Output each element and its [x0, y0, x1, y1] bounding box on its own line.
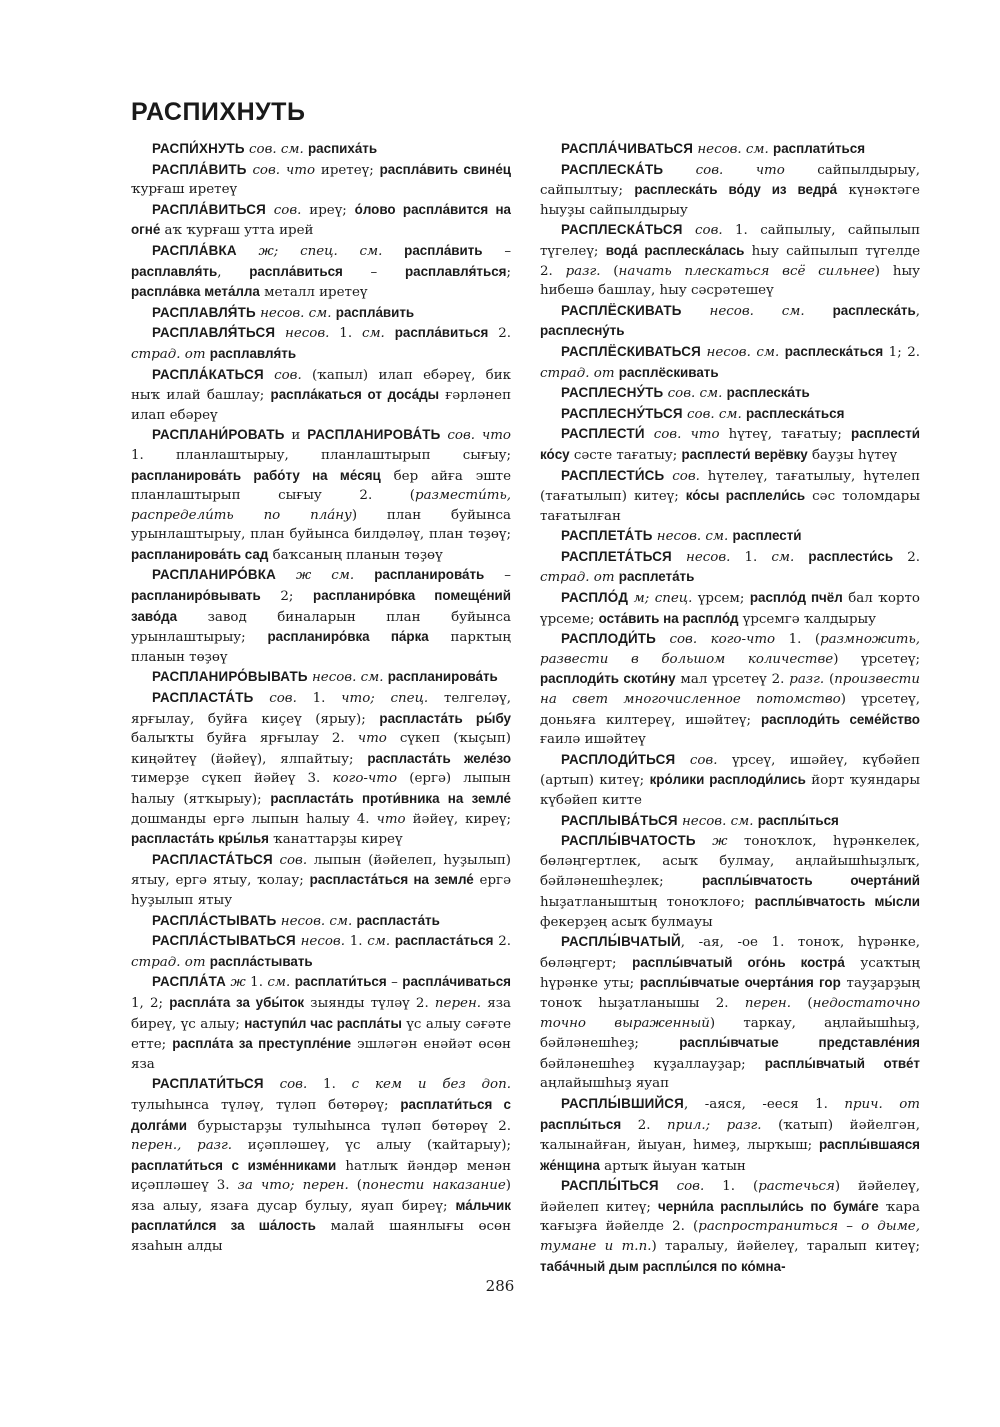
example: распланирова́ть — [387, 669, 498, 685]
translation: 2. — [621, 1117, 668, 1133]
example: распласта́ть проти́вника на земле́ — [270, 791, 512, 806]
dictionary-entry — [131, 1074, 511, 1256]
translation: иреү; — [301, 202, 355, 218]
headword: РАСПЛАСТА́ТЬСЯ — [152, 851, 273, 867]
translation: сайпылдырыу, сайпылтыу; — [540, 162, 920, 199]
example: вода́ расплеска́лась — [605, 242, 745, 258]
headword: РАСПЛЫ́ВЧАТОСТЬ — [561, 833, 696, 849]
example: расплы́вчатый ого́нь костра́ — [632, 954, 845, 970]
grammar-note: с кем и без доп. — [351, 1077, 511, 1093]
translation: лыпын (йәйелеп, һуҙылып) ятыу, ергә ятыу, ҡолау; — [131, 852, 512, 889]
translation: үс алыу сәғәте етте; — [131, 1016, 511, 1053]
headword: РАСПЛАНИРО́ВКА — [152, 567, 277, 583]
translation: ) таралыу, йәйелеү, таралып китеү; — [651, 1239, 920, 1255]
grammar-note: сов. — [675, 752, 718, 768]
grammar-note: сов. — [263, 1077, 308, 1093]
grammar-note: за что; перен. — [237, 1178, 349, 1194]
grammar-note: что — [376, 811, 406, 827]
translation: 1. — [307, 1077, 352, 1093]
grammar-note: несов. см. — [681, 303, 833, 319]
translation: (ергә) лыпын һалыу (ятҡырыу); — [131, 771, 511, 807]
grammar-note: ж; спец. см. — [236, 243, 405, 259]
headword: РАСПЛЕСНУ́ТЬСЯ — [561, 405, 683, 421]
dictionary-entry — [540, 811, 920, 832]
headword: РАСПИ́ХНУТЬ — [152, 141, 245, 156]
dictionary-entry — [131, 160, 511, 200]
translation: ) план буйынса урынлаштырыу, план буйынса билдәләү, план төҙөү; — [131, 507, 511, 543]
translation: , — [217, 264, 250, 280]
translation: 2; — [260, 589, 314, 605]
grammar-note: размести́ть, распредели́ть по пла́ну — [131, 488, 511, 523]
translation: ) таркау, аңлайышһыҙ, бәйләнешһеҙ; — [540, 1015, 920, 1052]
grammar-note: сов. — [253, 691, 297, 707]
grammar-note: растечься — [758, 1179, 835, 1195]
translation: парктың планын төҙөү — [131, 630, 511, 665]
dictionary-entry — [131, 200, 511, 241]
grammar-note: несов. — [295, 934, 345, 950]
translation: малай шаянлығы өсөн язаһын алды — [131, 1219, 511, 1255]
translation: ( — [348, 1178, 363, 1194]
headword: РАСПЛО́Д — [561, 590, 629, 606]
translation: йәйеү, киреү; — [405, 811, 511, 827]
example: расплести́сь — [808, 548, 894, 564]
headword: РАСПЛЕТА́ТЬСЯ — [561, 548, 672, 564]
translation: 1. — [344, 934, 368, 950]
headword: РАСПЛЕТА́ТЬ — [561, 528, 653, 544]
grammar-note: страд. от — [540, 570, 619, 586]
dictionary-entry — [131, 667, 511, 688]
grammar-note: перен. — [744, 995, 791, 1011]
translation: 1. — [730, 549, 772, 565]
headword: РАСПЛЁСКИВАТЬ — [561, 302, 682, 318]
example: распланиро́вка па́рка — [267, 629, 429, 645]
headword: РАСПЛЕСТИ́СЬ — [561, 467, 665, 483]
translation: бауҙы һүтеү — [807, 447, 898, 463]
dictionary-entry — [540, 526, 920, 547]
headword: РАСПЛЫВА́ТЬСЯ — [561, 812, 678, 828]
translation: 1. — [329, 326, 362, 342]
translation: тулыһынса түләү, түләп бөтөрөү; — [131, 1097, 401, 1113]
example: ко́сы расплели́сь — [685, 488, 806, 504]
headword: РАСПЛАНИ́РОВАТЬ — [152, 427, 285, 443]
example: расплоди́ть семе́йство — [760, 711, 920, 727]
translation: ( — [824, 672, 835, 688]
grammar-note: см. — [267, 975, 295, 991]
example: распланирова́ть — [374, 567, 485, 583]
translation: һүтелеү, тағатылыу, һүтелеп (тағатылып) китеү; — [540, 468, 921, 505]
example: распла́каться от доса́ды — [270, 387, 440, 403]
translation: усаҡтың һүрәнке уты; — [540, 955, 920, 992]
grammar-note: сов. — [664, 468, 700, 484]
translation: тимерҙе сүкеп йәйеү 3. — [131, 771, 333, 787]
grammar-note: несов. см. — [276, 913, 357, 929]
grammar-note: прич. от — [844, 1096, 920, 1112]
example: распла́вка мета́лла — [131, 284, 260, 300]
translation: ғәрләнеп илап ебәреү — [131, 388, 512, 423]
translation: ) йәйелеү, йәйелеп китеү; — [540, 1179, 921, 1215]
translation: ; — [506, 264, 511, 280]
dictionary-entry — [131, 139, 511, 160]
grammar-note: ж — [695, 834, 728, 850]
dictionary-entry — [131, 688, 511, 850]
dictionary-entry — [131, 425, 511, 565]
translation: 1, 2; — [131, 995, 170, 1011]
grammar-note: размножить, развести в большом количестве — [540, 632, 920, 667]
dictionary-entry — [131, 565, 511, 667]
grammar-note: кого-что — [332, 771, 398, 787]
headword: РАСПЛЕСНУ́ТЬ — [561, 385, 664, 401]
headword: РАСПЛА́ВИТЬСЯ — [152, 201, 266, 217]
translation: завод биналарын план буйынса урынлаштырыу; — [131, 609, 511, 646]
grammar-note: сов. кого-что — [656, 632, 776, 648]
example: расплы́вчатость мы́сли — [754, 893, 920, 909]
dictionary-entry — [131, 241, 511, 303]
translation: , -аяся, -ееся 1. — [683, 1096, 845, 1112]
dictionary-entry — [131, 323, 511, 364]
grammar-note: сов. см. — [682, 406, 746, 422]
example: распло́д пчёл — [749, 590, 843, 606]
grammar-note: см. — [771, 549, 809, 565]
example: расплавля́ть — [209, 345, 297, 361]
example: расплести́ ко́су — [540, 426, 921, 462]
example: распла́вить свине́ц — [379, 161, 511, 177]
grammar-note: начать плескаться всё сильнее — [618, 263, 875, 279]
dictionary-entry — [540, 831, 920, 932]
example: наступи́л час распла́ты — [244, 1015, 402, 1031]
grammar-note: несов. см. — [307, 670, 388, 686]
translation: артыҡ йыуан ҡатын — [599, 1158, 746, 1174]
dictionary-entry — [540, 404, 920, 425]
example: распланиро́вка помеще́ний заво́да — [131, 588, 512, 624]
example: расплета́ть — [618, 569, 695, 585]
translation: ) үрсетеү, доньяға килтереү, ишәйтеү; — [540, 692, 920, 728]
translation: бал ҡорто үрсеме; — [540, 591, 920, 627]
example: расплы́вчатость очерта́ний — [701, 873, 920, 889]
dictionary-entry — [540, 466, 920, 527]
translation: бурыстарҙы тулыһынса түләп бөтөрөү 2. — [187, 1118, 511, 1134]
dictionary-entry — [540, 547, 920, 588]
example: распла́вить — [404, 242, 483, 258]
dictionary-entry — [540, 342, 920, 383]
grammar-note: сов. — [682, 223, 723, 239]
example: расплы́вчатые представле́ния — [679, 1035, 920, 1051]
example: распланиро́вывать — [131, 588, 261, 604]
headword: РАСПЛЕСКА́ТЬСЯ — [561, 222, 683, 238]
headword: РАСПЛЕСТИ́ — [561, 426, 645, 442]
translation: ( — [791, 995, 813, 1011]
dictionary-entry — [131, 365, 511, 426]
translation: телгеләү, ярғылау, буйға киҫеү (ярыу); — [131, 691, 511, 727]
dictionary-entry — [540, 1094, 920, 1176]
translation: бәйләнешһеҙ күҙаллауҙар; — [540, 1056, 765, 1072]
translation: йорт ҡуяндары күбәйеп китте — [540, 773, 920, 808]
headword: РАСПЛА́СТЫВАТЬСЯ — [152, 933, 296, 949]
dictionary-entry — [540, 383, 920, 404]
dictionary-entry — [131, 911, 511, 932]
translation: и — [284, 428, 308, 444]
translation: аңлайышһыҙ яуап — [540, 1076, 670, 1092]
translation: үрсеү, ишәйеү, күбәйеп (артып) китеү; — [540, 752, 920, 789]
translation: ) һыу һибешә башлау, һыу сәсрәтешеү — [540, 263, 920, 299]
translation: һүтеү, тағатыу; — [719, 427, 852, 443]
example: распла́виться — [394, 325, 489, 341]
grammar-note: ж — [226, 975, 246, 991]
dictionary-entry — [540, 1176, 920, 1277]
translation: зыянды түләү 2. — [304, 995, 435, 1011]
translation: 1. — [296, 691, 342, 707]
dictionary-entry — [131, 850, 511, 911]
grammar-note: сов. см. — [663, 386, 727, 402]
translation: 1. ( — [775, 632, 821, 648]
dictionary-entry — [131, 303, 511, 324]
grammar-note: несов. — [671, 549, 731, 565]
translation: сәс толомдары тағатылған — [540, 489, 920, 524]
translation: – — [386, 975, 403, 991]
headword: РАСПЛАВЛЯ́ТЬ — [152, 304, 256, 320]
translation: дошманды ергә лыпын һалыу 4. — [131, 811, 377, 827]
translation: сүкеп (ҡыҫып) киңәйтеү (йәйеү), ялпайтыу; — [131, 731, 511, 767]
translation: ) яза алыу, язаға дусар булыу, яуап биреү; — [131, 1178, 512, 1214]
grammar-note: произвести на свет многочисленное потомство — [540, 672, 920, 708]
translation: ғаилә ишәйтеү — [540, 732, 646, 748]
translation: иретеү; — [315, 162, 380, 178]
translation: мал үрсетеү 2. — [675, 672, 790, 688]
translation: һыу сайпылып түгелде 2. — [540, 243, 920, 279]
example: распласта́ть желе́зо — [367, 750, 512, 766]
grammar-note: несов. см. — [700, 344, 785, 360]
translation: ҡурғаш иретеү — [131, 182, 238, 198]
translation: (ҡатып) йәйелгән, ҡалынайған, йыуан, һимеҙ, лырҡыш; — [540, 1117, 920, 1154]
translation: эшләгән енәйәт өсөн яза — [131, 1037, 511, 1072]
grammar-note: страд. от — [131, 346, 210, 362]
translation: , -ая, -ое 1. тоноҡ, һүрәнке, бөләңгерт; — [540, 935, 920, 971]
example: расплеска́ться — [746, 405, 845, 421]
example: распла́та за преступле́ние — [172, 1036, 352, 1052]
page-number: 286 — [485, 1277, 515, 1295]
grammar-note: сов. что — [246, 162, 316, 178]
grammar-note: сов. — [272, 852, 308, 868]
dictionary-entry — [540, 160, 920, 221]
dictionary-entry — [131, 972, 511, 1074]
example: распла́виться — [249, 263, 343, 279]
headword: РАСПЛЕСКА́ТЬ — [561, 161, 664, 177]
headword: РАСПЛАСТА́ТЬ — [152, 690, 254, 706]
example: распласта́ть ры́бу — [379, 710, 511, 726]
example: расплеска́ться — [784, 343, 884, 359]
example: расплести́ — [732, 528, 802, 544]
translation: 1. ( — [704, 1179, 759, 1195]
example: расплеска́ть во́ду из ведра́ — [634, 182, 838, 198]
grammar-note: страд. от — [131, 954, 210, 970]
dictionary-entry — [540, 139, 920, 160]
example: распласта́ть кры́лья — [131, 831, 269, 847]
example: о́лово распла́вится на огне́ — [131, 201, 512, 238]
grammar-note: разг. — [789, 672, 825, 688]
translation: ) үрсетеү; — [833, 651, 920, 667]
headword: РАСПЛА́КАТЬСЯ — [152, 366, 264, 382]
running-head: РАСПИХНУТЬ — [131, 98, 306, 126]
example: оста́вить на распло́д — [598, 610, 739, 626]
dictionary-entry — [540, 629, 920, 750]
grammar-note: несов. см. — [693, 142, 774, 157]
example: кро́лики расплоди́лись — [649, 772, 806, 788]
example: расплесну́ть — [540, 323, 625, 339]
translation: – — [342, 264, 405, 280]
translation: фекерҙең асыҡ булмауы — [540, 914, 713, 930]
translation: үрсем; — [692, 591, 750, 607]
example: расплести́ верёвку — [681, 446, 808, 462]
example: распласта́ть — [356, 912, 440, 928]
translation: (ҡапыл) илап ебәреү, бик ныҡ илай башлау; — [131, 367, 511, 404]
example: расплёскивать — [618, 364, 719, 380]
example: расплавля́ть — [131, 263, 218, 279]
grammar-note: сов. см. — [244, 142, 308, 157]
translation: 1. сайпылыу, сайпылып түгелеү; — [540, 223, 920, 259]
grammar-note: сов. что — [663, 162, 785, 178]
grammar-note: понести наказание — [362, 1178, 506, 1194]
translation: , — [915, 303, 920, 319]
translation: 1; 2. — [883, 344, 921, 360]
grammar-note: страд. от — [540, 365, 619, 381]
example: распланирова́ть сад — [131, 546, 269, 562]
example: расплати́ться с изме́нниками — [131, 1157, 337, 1173]
grammar-note: что — [357, 731, 387, 747]
example: распиха́ть — [308, 141, 378, 156]
grammar-note: сов. что — [644, 427, 720, 443]
translation: яза биреү, үс алыу; — [131, 995, 511, 1032]
headword: РАСПЛА́ВИТЬ — [152, 161, 247, 177]
headword: РАСПЛЫ́ВЧАТЫЙ — [561, 934, 681, 950]
example: таба́чный дым расплы́лся по ко́мна- — [540, 1258, 786, 1274]
example: расплы́вшаяся же́нщина — [540, 1137, 920, 1173]
translation: күнәктәге һыуҙы сайпылдырыу — [540, 183, 920, 218]
translation: 2. — [893, 549, 920, 565]
dictionary-entry — [540, 301, 920, 342]
headword: РАСПЛАНИРОВА́ТЬ — [307, 427, 441, 443]
example: расплы́вчатые очерта́ния гор — [639, 975, 841, 991]
translation: ҡара ҡағыҙға йәйелде 2. ( — [540, 1199, 920, 1235]
example: черни́ла расплыли́сь по бума́ге — [657, 1198, 879, 1214]
headword: РАСПЛЫ́ТЬСЯ — [561, 1178, 659, 1194]
grammar-note: разг. — [565, 263, 601, 279]
grammar-note: перен. — [434, 995, 482, 1011]
headword: РАСПЛОДИ́ТЬ — [561, 631, 656, 647]
example: распла́чиваться — [402, 974, 511, 990]
example: расплати́ться с долга́ми — [131, 1096, 512, 1133]
grammar-note: сов. — [265, 202, 302, 218]
example: распла́та за убы́ток — [169, 994, 305, 1010]
example: распланирова́ть рабо́ту на ме́сяц — [131, 467, 381, 483]
example: расплати́ться — [773, 141, 866, 156]
translation: баҡсаның планын төҙөү — [268, 547, 443, 563]
translation: тоноҡлоҡ, һүрәнкелек, бөләңгертлек, асыҡ булмау, аңлайышһыҙлыҡ, бәйләнешһеҙлек; — [540, 834, 920, 890]
headword: РАСПЛАТИ́ТЬСЯ — [152, 1076, 264, 1092]
grammar-note: перен., разг. — [131, 1138, 233, 1154]
grammar-note: см. — [361, 326, 395, 342]
headword: РАСПЛА́СТЫВАТЬ — [152, 912, 277, 928]
translation: 2. — [493, 934, 511, 950]
translation: бер айға эште планлаштырып сығыу 2. ( — [131, 468, 511, 504]
example: распласта́ться — [394, 933, 494, 949]
grammar-note: м; спец. — [628, 591, 693, 607]
dictionary-entry — [540, 588, 920, 629]
dictionary-entry — [540, 220, 920, 300]
translation: 1. планлаштырыу, планлаштырып сығыу; — [131, 447, 511, 463]
translation: – — [482, 243, 512, 259]
dictionary-entry — [540, 750, 920, 811]
translation: тауҙарҙың тоноҡ һыҙатланышы 2. — [540, 976, 920, 1011]
translation: 1. — [245, 975, 268, 991]
translation: сәсте тағатыу; — [569, 447, 682, 463]
dictionary-entry — [540, 424, 920, 465]
headword: РАСПЛА́ЧИВАТЬСЯ — [561, 141, 694, 156]
translation: аҡ ҡурғаш утта ирей — [160, 223, 314, 239]
grammar-note: распространиться – о дыме, тумане и т.п. — [540, 1219, 920, 1255]
translation: ҡанаттарҙы киреү — [268, 832, 403, 848]
translation: һатлыҡ йәндәр менән иҫәпләшеү 3. — [131, 1158, 511, 1194]
translation: үрсемгә ҡалдырыу — [738, 611, 877, 627]
example: распла́стывать — [209, 953, 313, 969]
grammar-note: сов. — [263, 367, 302, 383]
example: расплы́ться — [757, 812, 839, 828]
grammar-note: несов. см. — [652, 529, 733, 545]
headword: РАСПЛАВЛЯ́ТЬСЯ — [152, 325, 276, 341]
example: расплавля́ться — [404, 263, 507, 279]
example: распла́вить — [335, 304, 415, 320]
example: расплоди́ть скоти́ну — [540, 671, 676, 687]
grammar-note: сов. что — [440, 428, 511, 444]
translation: металл иретеү — [259, 285, 368, 301]
headword: РАСПЛАНИРО́ВЫВАТЬ — [152, 669, 308, 685]
example: расплеска́ть — [832, 302, 916, 318]
translation: ергә һуҙылып ятыу — [131, 873, 511, 908]
grammar-note: недостаточно точно выраженный — [540, 995, 921, 1031]
grammar-note: несов. см. — [677, 813, 758, 829]
translation: ( — [600, 263, 619, 279]
headword: РАСПЛА́ТА — [152, 974, 227, 990]
translation: иҫәпләшеү, үс алыу (ҡайтарыу); — [232, 1138, 511, 1154]
left-column — [131, 139, 511, 1257]
headword: РАСПЛЁСКИВАТЬСЯ — [561, 343, 701, 359]
headword: РАСПЛА́ВКА — [152, 242, 237, 258]
grammar-note: см. — [367, 934, 395, 950]
example: расплы́вчатый отве́т — [764, 1055, 920, 1071]
grammar-note: что; спец. — [341, 691, 429, 707]
right-column — [540, 139, 920, 1277]
translation: һыҙатланыштың тоноҡлоғо; — [540, 894, 755, 910]
example: ма́льчик расплати́лся за ша́лость — [131, 1197, 511, 1234]
example: распласта́ться на земле́ — [309, 872, 474, 888]
translation: 2. — [488, 326, 511, 342]
grammar-note: сов. — [658, 1179, 705, 1195]
grammar-note: ж см. — [276, 568, 375, 584]
dictionary-entry — [131, 931, 511, 972]
grammar-note: несов. — [275, 326, 330, 342]
dictionary-entry — [540, 932, 920, 1094]
grammar-note: прил.; разг. — [667, 1117, 762, 1133]
headword: РАСПЛОДИ́ТЬСЯ — [561, 751, 676, 767]
example: расплеска́ть — [726, 385, 810, 401]
grammar-note: несов. см. — [255, 305, 336, 321]
translation: – — [484, 568, 511, 584]
example: расплати́ться — [294, 974, 387, 990]
translation: балыҡты буйға ярғылау 2. — [131, 731, 358, 747]
headword: РАСПЛЫ́ВШИЙСЯ — [561, 1095, 684, 1111]
example: расплы́ться — [540, 1116, 622, 1132]
